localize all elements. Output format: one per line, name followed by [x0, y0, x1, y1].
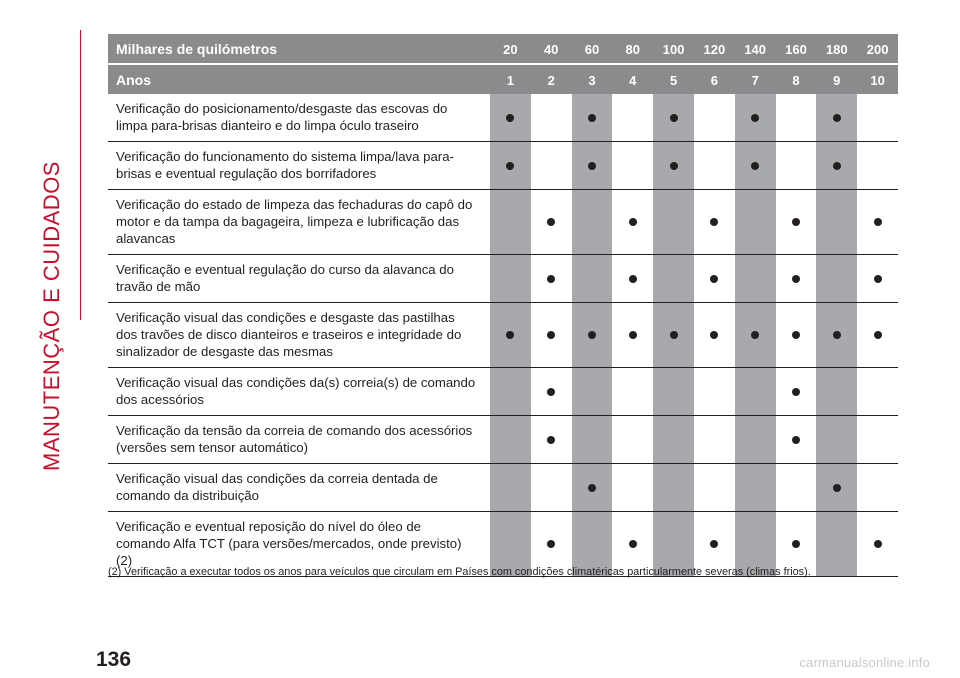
header-km-value: 40 — [543, 41, 559, 57]
header-year-value: 9 — [833, 72, 841, 88]
check-dot-icon — [792, 218, 800, 226]
interval-cell — [531, 94, 572, 142]
header-km-label: Milhares de quilómetros — [108, 34, 490, 65]
check-dot-icon — [629, 218, 637, 226]
table-row — [108, 368, 898, 416]
interval-cell — [612, 368, 653, 416]
check-dot-icon — [833, 162, 841, 170]
check-dot-icon — [833, 331, 841, 339]
interval-cell — [490, 416, 531, 464]
header-km-cell — [572, 34, 613, 65]
interval-cell — [694, 255, 735, 303]
header-year-value: 4 — [629, 72, 637, 88]
interval-cell — [776, 416, 817, 464]
check-dot-icon — [588, 484, 596, 492]
row-description: Verificação do posicionamento/desgaste das escovas do limpa para-brisas dianteiro e do limpa óculo traseiro — [108, 94, 490, 142]
table-row — [108, 464, 898, 512]
interval-cell — [531, 142, 572, 190]
interval-cell — [857, 255, 898, 303]
section-side-title-text: MANUTENÇÃO E CUIDADOS — [39, 161, 64, 471]
row-description: Verificação da tensão da correia de comando dos acessórios (versões sem tensor automático) — [108, 416, 490, 464]
interval-cell — [735, 142, 776, 190]
header-row-years — [108, 65, 898, 94]
interval-cell — [776, 190, 817, 255]
header-row-km — [108, 34, 898, 65]
header-year-value: 5 — [669, 72, 678, 88]
side-divider — [80, 30, 81, 320]
header-km-value: 100 — [662, 41, 685, 57]
header-km-cell — [653, 34, 694, 65]
interval-cell — [776, 464, 817, 512]
check-dot-icon — [670, 331, 678, 339]
row-description: Verificação e eventual regulação do curso da alavanca do travão de mão — [108, 255, 490, 303]
header-year-value: 7 — [751, 72, 759, 88]
header-km-cell — [816, 34, 857, 65]
check-dot-icon — [874, 218, 882, 226]
interval-cell — [735, 255, 776, 303]
interval-cell — [572, 94, 613, 142]
header-year-cell — [816, 65, 857, 94]
interval-cell — [816, 255, 857, 303]
interval-cell — [857, 94, 898, 142]
header-year-cell — [531, 65, 572, 94]
check-dot-icon — [710, 218, 718, 226]
check-dot-icon — [629, 540, 637, 548]
check-dot-icon — [588, 331, 596, 339]
header-km-cell — [694, 34, 735, 65]
interval-cell — [490, 142, 531, 190]
interval-cell — [694, 303, 735, 368]
check-dot-icon — [792, 388, 800, 396]
interval-cell — [612, 94, 653, 142]
table-row — [108, 416, 898, 464]
table-header — [108, 34, 898, 94]
table-row — [108, 142, 898, 190]
interval-cell — [857, 190, 898, 255]
header-km-cell — [735, 34, 776, 65]
check-dot-icon — [874, 540, 882, 548]
check-dot-icon — [670, 114, 678, 122]
interval-cell — [612, 255, 653, 303]
interval-cell — [816, 303, 857, 368]
interval-cell — [572, 464, 613, 512]
header-km-cell — [857, 34, 898, 65]
check-dot-icon — [751, 331, 759, 339]
interval-cell — [531, 190, 572, 255]
header-year-cell — [572, 65, 613, 94]
check-dot-icon — [710, 331, 718, 339]
header-km-value: 140 — [744, 41, 767, 57]
header-km-value: 200 — [866, 41, 889, 57]
interval-cell — [612, 190, 653, 255]
interval-cell — [612, 416, 653, 464]
header-year-cell — [612, 65, 653, 94]
check-dot-icon — [547, 540, 555, 548]
interval-cell — [531, 303, 572, 368]
interval-cell — [653, 416, 694, 464]
header-km-cell — [531, 34, 572, 65]
check-dot-icon — [588, 162, 596, 170]
header-year-value: 6 — [710, 72, 718, 88]
interval-cell — [857, 142, 898, 190]
interval-cell — [816, 190, 857, 255]
check-dot-icon — [833, 484, 841, 492]
interval-cell — [572, 190, 613, 255]
interval-cell — [653, 255, 694, 303]
interval-cell — [490, 303, 531, 368]
check-dot-icon — [874, 331, 882, 339]
interval-cell — [694, 142, 735, 190]
row-description: Verificação visual das condições da correia dentada de comando da distribuição — [108, 464, 490, 512]
header-year-cell — [857, 65, 898, 94]
interval-cell — [776, 368, 817, 416]
interval-cell — [612, 303, 653, 368]
interval-cell — [816, 142, 857, 190]
header-years-label: Anos — [108, 65, 490, 94]
check-dot-icon — [792, 331, 800, 339]
header-km-value: 120 — [703, 41, 726, 57]
header-year-cell — [776, 65, 817, 94]
header-km-value: 80 — [625, 41, 641, 57]
interval-cell — [490, 94, 531, 142]
check-dot-icon — [751, 114, 759, 122]
interval-cell — [776, 142, 817, 190]
interval-cell — [653, 142, 694, 190]
header-year-cell — [653, 65, 694, 94]
row-description: Verificação do estado de limpeza das fechaduras do capô do motor e da tampa da bagageira, limpeza e lubrificação das alavancas — [108, 190, 490, 255]
maintenance-schedule-table — [108, 34, 898, 577]
table-row — [108, 94, 898, 142]
interval-cell — [531, 255, 572, 303]
interval-cell — [857, 368, 898, 416]
interval-cell — [776, 94, 817, 142]
header-km-cell — [776, 34, 817, 65]
interval-cell — [735, 368, 776, 416]
interval-cell — [572, 142, 613, 190]
interval-cell — [816, 368, 857, 416]
watermark: carmanualsonline.info — [799, 655, 930, 670]
row-description: Verificação e eventual reposição do nível do óleo de comando Alfa TCT (para versões/mercados, onde previsto)(2) — [108, 512, 490, 577]
interval-cell — [653, 368, 694, 416]
interval-cell — [776, 255, 817, 303]
check-dot-icon — [588, 114, 596, 122]
header-year-cell — [735, 65, 776, 94]
check-dot-icon — [710, 275, 718, 283]
check-dot-icon — [629, 275, 637, 283]
interval-cell — [857, 303, 898, 368]
header-year-value: 1 — [506, 72, 515, 88]
check-dot-icon — [670, 162, 678, 170]
check-dot-icon — [547, 331, 555, 339]
check-dot-icon — [506, 331, 514, 339]
interval-cell — [653, 94, 694, 142]
check-dot-icon — [792, 436, 800, 444]
check-dot-icon — [792, 540, 800, 548]
header-year-cell — [490, 65, 531, 94]
check-dot-icon — [792, 275, 800, 283]
interval-cell — [490, 368, 531, 416]
interval-cell — [572, 303, 613, 368]
interval-cell — [612, 464, 653, 512]
header-year-value: 2 — [547, 72, 555, 88]
interval-cell — [816, 416, 857, 464]
header-km-value: 160 — [785, 41, 807, 57]
interval-cell — [694, 190, 735, 255]
interval-cell — [776, 303, 817, 368]
interval-cell — [490, 255, 531, 303]
interval-cell — [735, 190, 776, 255]
interval-cell — [531, 464, 572, 512]
interval-cell — [735, 303, 776, 368]
page-number: 136 — [96, 648, 132, 671]
interval-cell — [857, 464, 898, 512]
row-description: Verificação visual das condições da(s) correia(s) de comando dos acessórios — [108, 368, 490, 416]
header-year-value: 8 — [792, 72, 800, 88]
check-dot-icon — [506, 114, 514, 122]
interval-cell — [490, 190, 531, 255]
row-description: Verificação do funcionamento do sistema limpa/lava para-brisas e eventual regulação dos borrifadores — [108, 142, 490, 190]
table-body — [108, 94, 898, 577]
check-dot-icon — [710, 540, 718, 548]
interval-cell — [694, 416, 735, 464]
header-year-value: 3 — [588, 72, 596, 88]
header-km-value: 20 — [503, 41, 518, 57]
check-dot-icon — [751, 162, 759, 170]
check-dot-icon — [547, 218, 555, 226]
interval-cell — [816, 464, 857, 512]
interval-cell — [531, 368, 572, 416]
check-dot-icon — [874, 275, 882, 283]
interval-cell — [653, 190, 694, 255]
interval-cell — [653, 464, 694, 512]
check-dot-icon — [506, 162, 514, 170]
footnote: (2) Verificação a executar todos os anos para veículos que circulam em Países com condições climatéricas particularmente severas (climas frios). — [108, 566, 811, 578]
interval-cell — [694, 94, 735, 142]
table-row — [108, 190, 898, 255]
interval-cell — [735, 416, 776, 464]
header-km-value: 180 — [825, 41, 848, 57]
check-dot-icon — [833, 114, 841, 122]
header-year-value: 10 — [870, 72, 885, 88]
interval-cell — [735, 464, 776, 512]
header-year-cell — [694, 65, 735, 94]
interval-cell — [816, 94, 857, 142]
check-dot-icon — [547, 436, 555, 444]
interval-cell — [857, 416, 898, 464]
table-row — [108, 303, 898, 368]
interval-cell — [612, 142, 653, 190]
check-dot-icon — [547, 275, 555, 283]
interval-cell — [490, 464, 531, 512]
header-km-cell — [612, 34, 653, 65]
interval-cell — [694, 464, 735, 512]
header-km-cell — [490, 34, 531, 65]
table-row — [108, 255, 898, 303]
header-km-value: 60 — [584, 41, 600, 57]
interval-cell — [653, 303, 694, 368]
interval-cell — [572, 255, 613, 303]
interval-cell — [694, 368, 735, 416]
interval-cell — [531, 416, 572, 464]
interval-cell — [572, 416, 613, 464]
interval-cell — [735, 94, 776, 142]
interval-cell — [572, 368, 613, 416]
check-dot-icon — [629, 331, 637, 339]
row-description: Verificação visual das condições e desgaste das pastilhas dos travões de disco dianteiros e traseiros e integridade do sinalizador de desgaste das mesmas — [108, 303, 490, 368]
check-dot-icon — [547, 388, 555, 396]
